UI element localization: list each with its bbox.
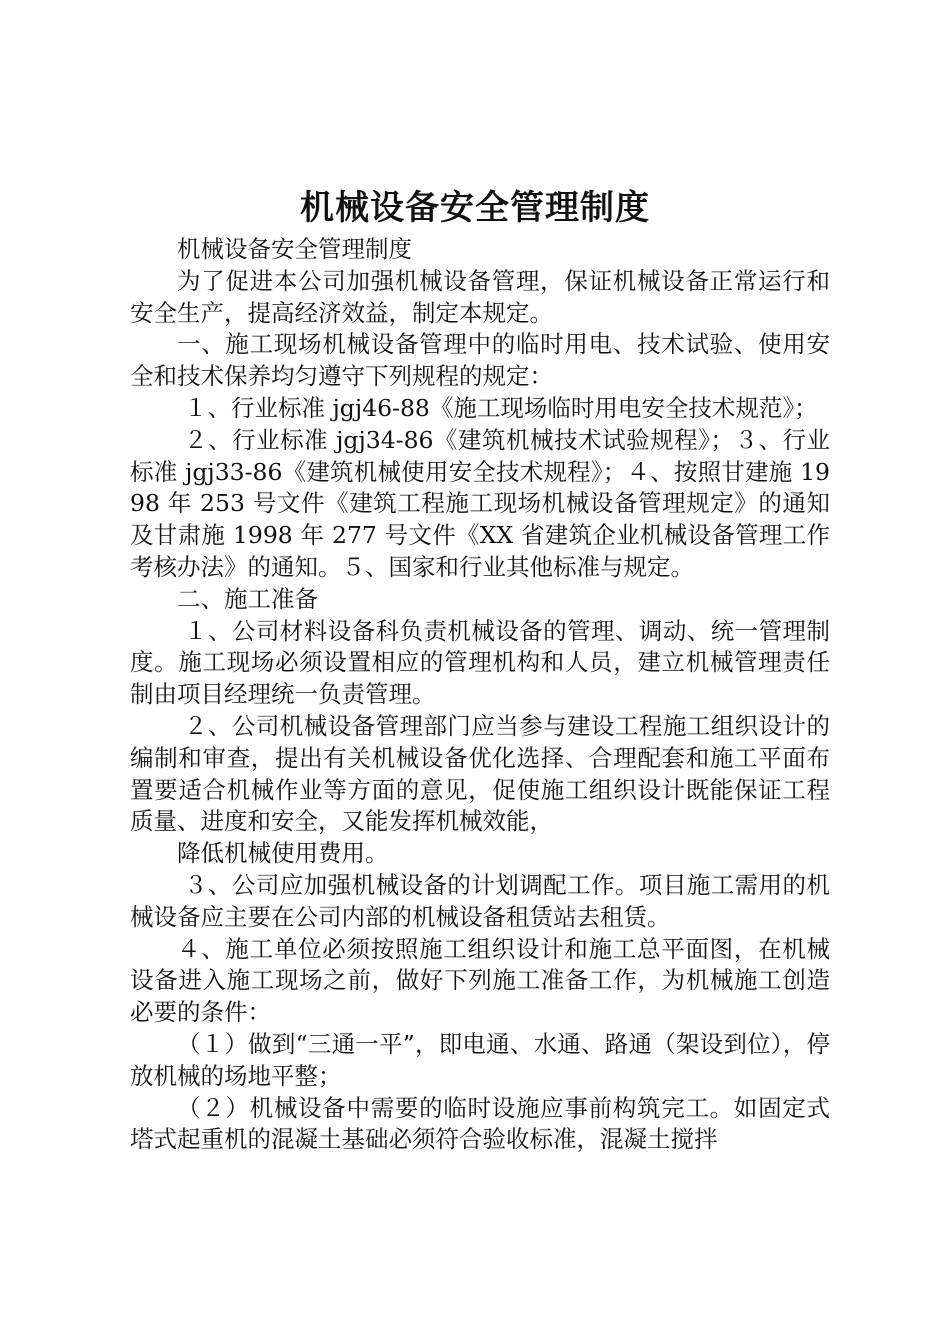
document-body — [130, 234, 830, 1156]
paragraph-subtitle: 机械设备安全管理制度 — [177, 235, 412, 263]
paragraph-section-2: 二、施工准备 — [177, 584, 318, 613]
paragraph-section-1: 一、施工现场机械设备管理中的临时用电、技术试验、使用安全和技术保养均匀遵守下列规程的规定： — [130, 330, 830, 391]
paragraph-prep-3: ３、公司应加强机械设备的计划调配工作。项目施工需用的机械设备应主要在公司内部的机械设备租赁站去租赁。 — [130, 870, 830, 931]
paragraph-prep-2-cont: 降低机械使用费用。 — [177, 839, 389, 868]
paragraph-item-1: １、行业标准 jgj46-88《施工现场临时用电安全技术规范》； — [184, 393, 818, 422]
paragraph-prep-2: ２、公司机械设备管理部门应当参与建设工程施工组织设计的编制和审查，提出有关机械设备优化选择、合理配套和施工平面布置要适合机械作业等方面的意见，促使施工组织设计既能保证工程质量、进度和安全，又能发挥机械效能， — [130, 711, 830, 836]
paragraph-prep-4-2: （２）机械设备中需要的临时设施应事前构筑完工。如固定式塔式起重机的混凝土基础必须符合验收标准，混凝土搅拌 — [130, 1093, 830, 1154]
paragraph-prep-4: ４、施工单位必须按照施工组织设计和施工总平面图，在机械设备进入施工现场之前，做好下列施工准备工作，为机械施工创造必要的条件： — [130, 934, 830, 1027]
paragraph-item-2-5: ２、行业标准 jgj34-86《建筑机械技术试验规程》；３、行业标准 jgj33-86《建筑机械使用安全技术规程》；４、按照甘建施 1998 年 253 号文件《建筑工程施工现场机械设备管理规定》的通知及甘肃施 1998 年 277 号文件《XX 省建筑企业机械设备管理工作考核办法》的通知。５、国家和行业其他标准与规定。 — [130, 425, 830, 581]
document-title: 机械设备安全管理制度 — [300, 188, 650, 228]
paragraph-purpose: 为了促进本公司加强机械设备管理，保证机械设备正常运行和安全生产，提高经济效益，制定本规定。 — [130, 266, 830, 327]
paragraph-prep-1: １、公司材料设备科负责机械设备的管理、调动、统一管理制度。施工现场必须设置相应的管理机构和人员，建立机械管理责任制由项目经理统一负责管理。 — [130, 616, 830, 709]
paragraph-prep-4-1: （１）做到“三通一平”，即电通、水通、路通（架设到位），停放机械的场地平整； — [130, 1029, 830, 1090]
